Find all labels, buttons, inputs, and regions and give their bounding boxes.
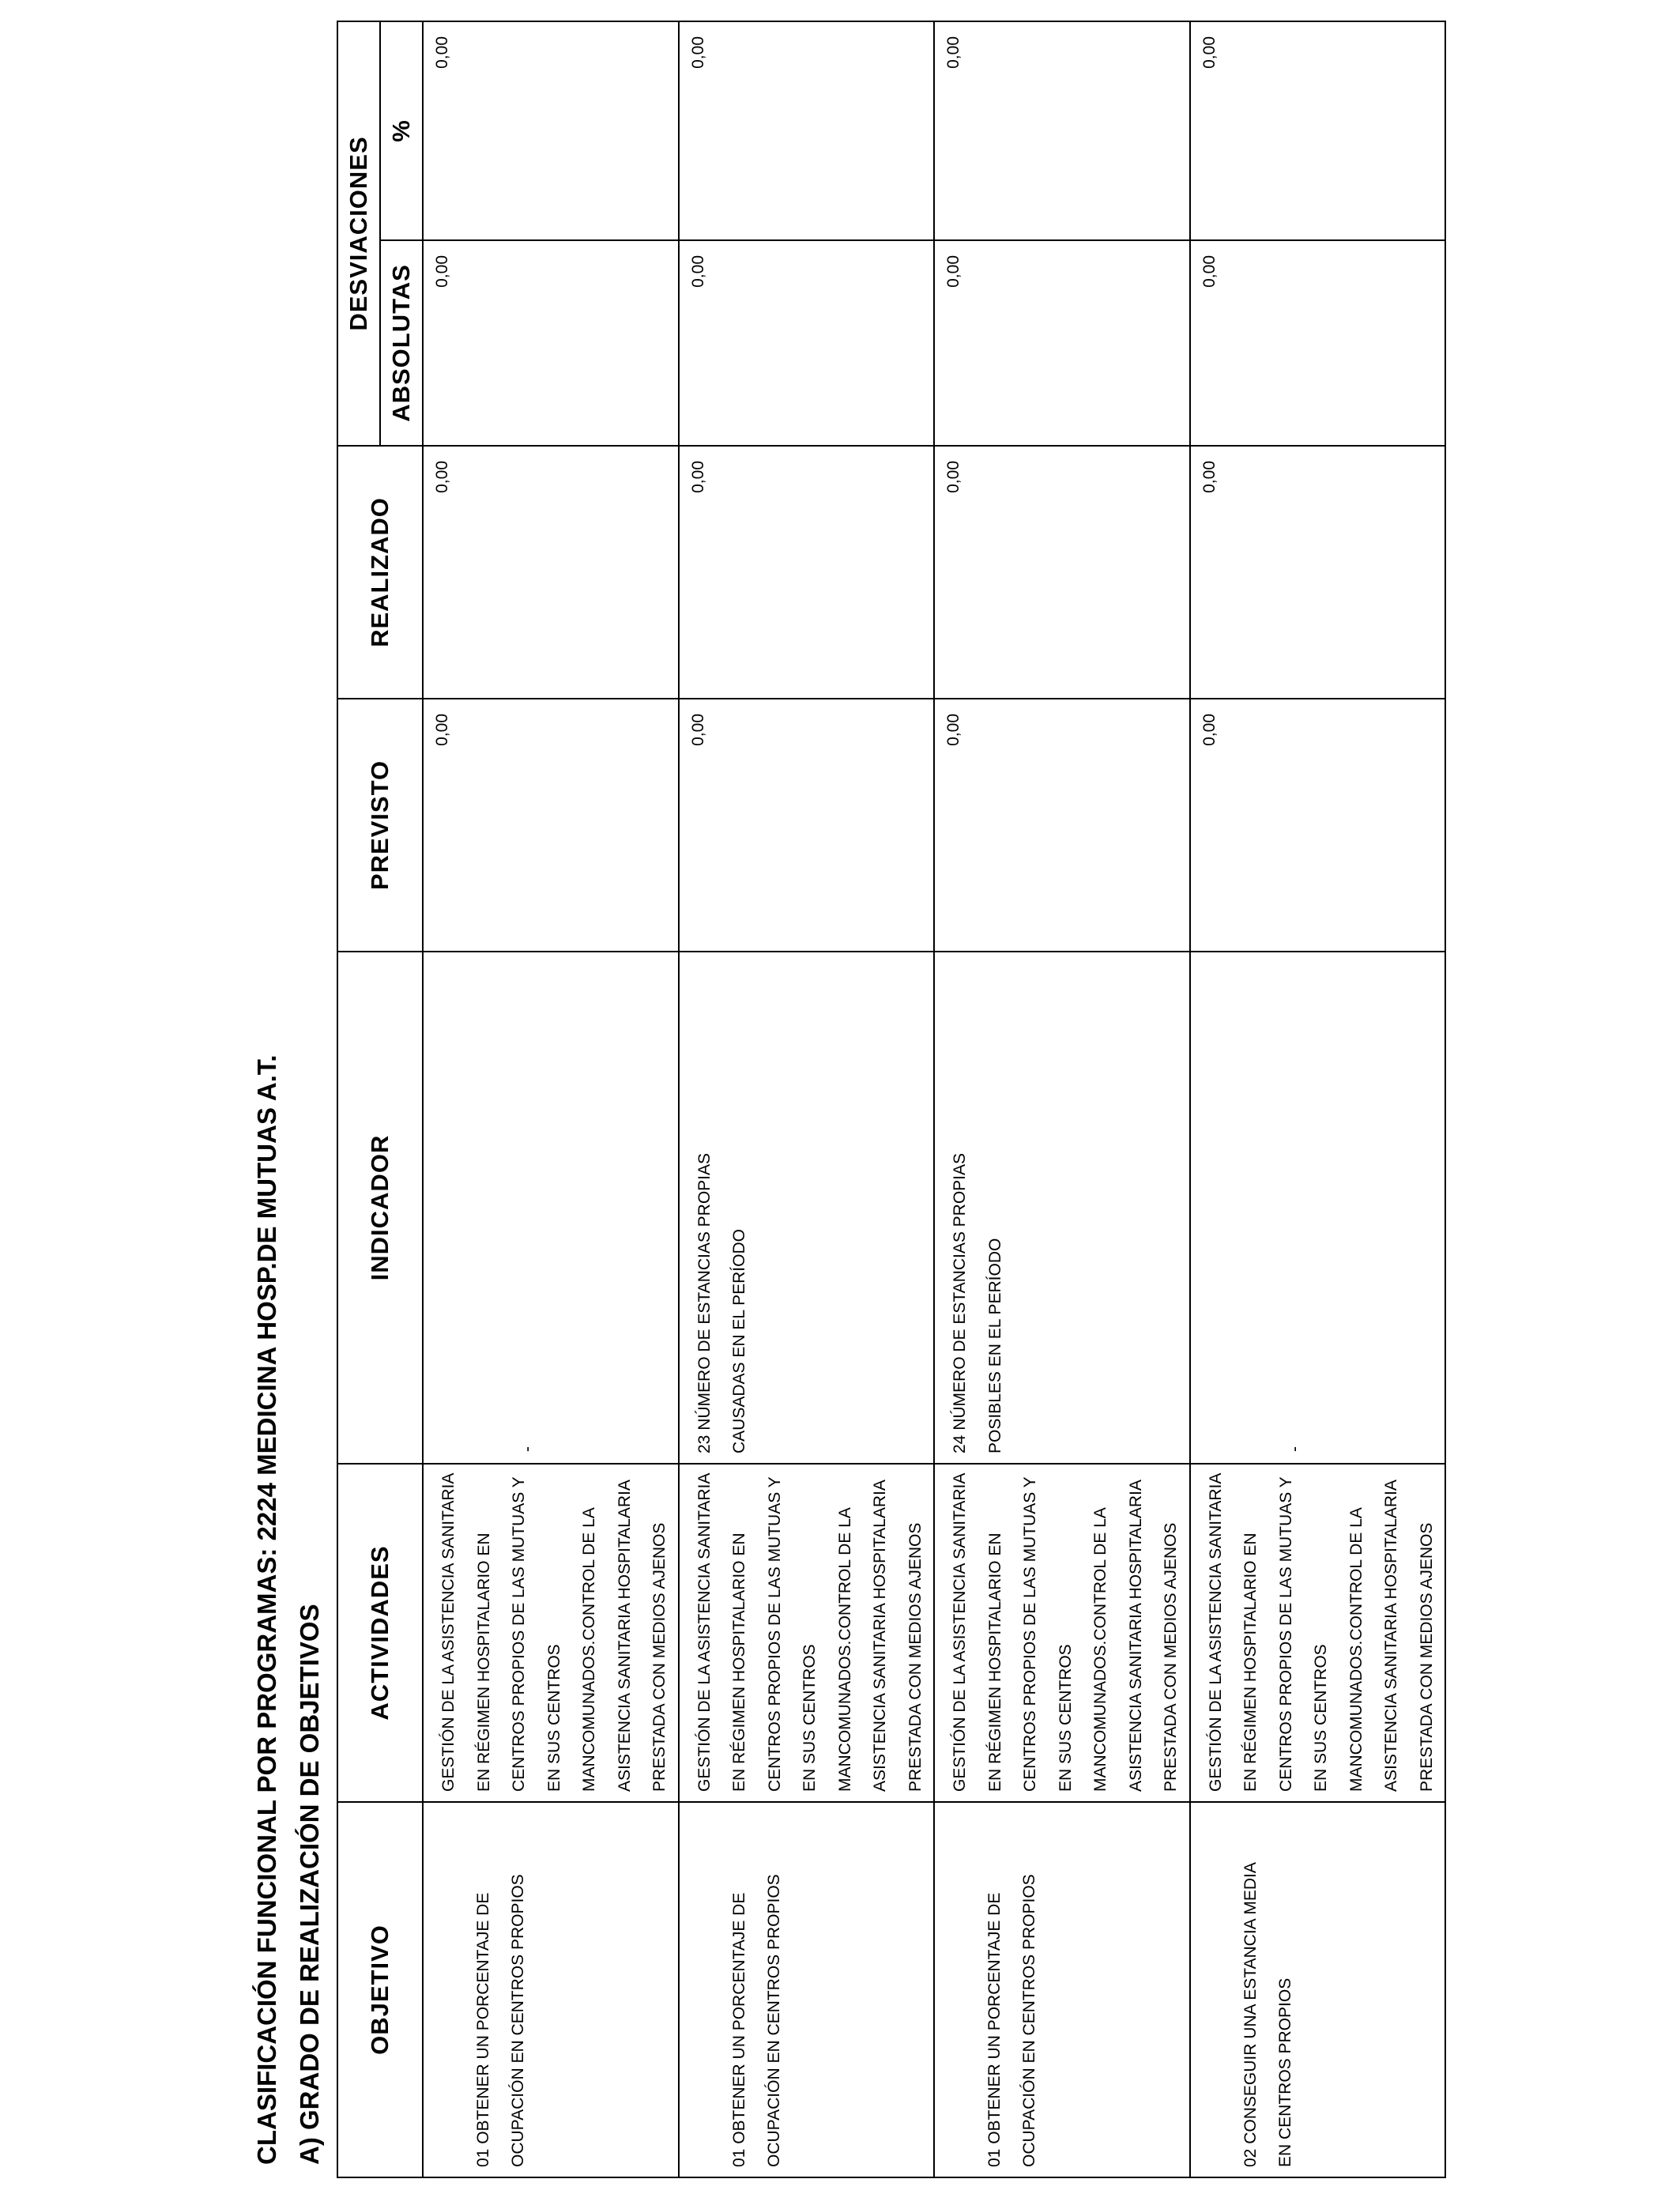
absolutas-cell bbox=[679, 240, 935, 446]
porcentaje-value: 0,00 bbox=[688, 36, 707, 69]
actividades-line: CENTROS PROPIOS DE LAS MUTUAS Y bbox=[1021, 1476, 1039, 1792]
previsto-cell bbox=[679, 699, 935, 952]
header-porcentaje: % bbox=[380, 21, 423, 240]
realizado-value: 0,00 bbox=[1200, 461, 1219, 493]
actividades-line: EN RÉGIMEN HOSPITALARIO EN bbox=[985, 1532, 1004, 1792]
absolutas-cell bbox=[423, 240, 679, 446]
objetivo-line: EN CENTROS PROPIOS bbox=[1275, 1977, 1294, 2167]
objetivo-line: 01 OBTENER UN PORCENTAJE DE bbox=[474, 1892, 492, 2167]
realizado-cell bbox=[934, 446, 1190, 699]
objetivo-cell bbox=[423, 1802, 679, 2177]
table-row bbox=[934, 21, 1190, 2177]
absolutas-cell bbox=[1190, 240, 1446, 446]
actividades-line: MANCOMUNADOS.CONTROL DE LA bbox=[1091, 1507, 1109, 1792]
actividades-line: EN SUS CENTROS bbox=[1056, 1644, 1075, 1792]
indicador-line: 23 NÚMERO DE ESTANCIAS PROPIAS bbox=[695, 1152, 714, 1453]
objetivo-cell bbox=[1190, 1802, 1446, 2177]
realizado-cell bbox=[679, 446, 935, 699]
header-actividades: ACTIVIDADES bbox=[337, 1464, 423, 1802]
objetivo-line: OCUPACIÓN EN CENTROS PROPIOS bbox=[764, 1874, 783, 2167]
actividades-line: ASISTENCIA SANITARIA HOSPITALARIA bbox=[871, 1480, 889, 1792]
actividades-line: PRESTADA CON MEDIOS AJENOS bbox=[1162, 1522, 1180, 1792]
actividades-line: CENTROS PROPIOS DE LAS MUTUAS Y bbox=[1276, 1476, 1295, 1792]
actividades-line: GESTIÓN DE LA ASISTENCIA SANITARIA bbox=[951, 1472, 969, 1792]
actividades-line: EN SUS CENTROS bbox=[800, 1644, 819, 1792]
actividades-line: PRESTADA CON MEDIOS AJENOS bbox=[906, 1522, 925, 1792]
actividades-line: MANCOMUNADOS.CONTROL DE LA bbox=[580, 1507, 598, 1792]
porcentaje-value: 0,00 bbox=[433, 36, 451, 69]
previsto-value: 0,00 bbox=[688, 714, 707, 746]
header-previsto: PREVISTO bbox=[337, 699, 423, 952]
header-realizado: REALIZADO bbox=[337, 446, 423, 699]
objetivo-line: OCUPACIÓN EN CENTROS PROPIOS bbox=[1020, 1874, 1038, 2167]
actividades-line: ASISTENCIA SANITARIA HOSPITALARIA bbox=[1382, 1480, 1400, 1792]
absolutas-value: 0,00 bbox=[944, 255, 962, 288]
actividades-line: PRESTADA CON MEDIOS AJENOS bbox=[650, 1522, 669, 1792]
previsto-cell bbox=[1190, 699, 1446, 952]
indicador-line: POSIBLES EN EL PERÍODO bbox=[985, 1238, 1004, 1453]
table-row bbox=[423, 21, 679, 2177]
absolutas-value: 0,00 bbox=[688, 255, 707, 288]
porcentaje-value: 0,00 bbox=[1200, 36, 1219, 69]
objetivo-line: OCUPACIÓN EN CENTROS PROPIOS bbox=[509, 1874, 527, 2167]
header-objetivo: OBJETIVO bbox=[337, 1802, 423, 2177]
actividades-cell bbox=[423, 1464, 679, 1802]
table-body bbox=[423, 21, 1445, 2177]
actividades-line: CENTROS PROPIOS DE LAS MUTUAS Y bbox=[510, 1476, 528, 1792]
section-title: A) GRADO DE REALIZACIÓN DE OBJETIVOS bbox=[295, 1604, 324, 2165]
porcentaje-cell bbox=[679, 21, 935, 240]
objetivo-cell bbox=[679, 1802, 935, 2177]
realizado-value: 0,00 bbox=[688, 461, 707, 493]
actividades-line: GESTIÓN DE LA ASISTENCIA SANITARIA bbox=[439, 1472, 458, 1792]
header-indicador: INDICADOR bbox=[337, 952, 423, 1464]
actividades-line: PRESTADA CON MEDIOS AJENOS bbox=[1417, 1522, 1436, 1792]
objetivo-line: 01 OBTENER UN PORCENTAJE DE bbox=[729, 1892, 748, 2167]
realizado-value: 0,00 bbox=[433, 461, 451, 493]
page-title: CLASIFICACIÓN FUNCIONAL POR PROGRAMAS: 2224 MEDICINA HOSP.DE MUTUAS A.T. bbox=[252, 1054, 281, 2165]
realizado-cell bbox=[1190, 446, 1446, 699]
indicador-cell bbox=[423, 952, 679, 1464]
objectives-table bbox=[337, 21, 1446, 2178]
actividades-cell bbox=[1190, 1464, 1446, 1802]
porcentaje-value: 0,00 bbox=[944, 36, 962, 69]
realizado-cell bbox=[423, 446, 679, 699]
objetivo-line: 02 CONSEGUIR UNA ESTANCIA MEDIA bbox=[1241, 1862, 1260, 2167]
actividades-line: MANCOMUNADOS.CONTROL DE LA bbox=[835, 1507, 854, 1792]
actividades-line: EN SUS CENTROS bbox=[544, 1644, 563, 1792]
header-desviaciones: DESVIACIONES bbox=[337, 21, 380, 446]
actividades-line: EN RÉGIMEN HOSPITALARIO EN bbox=[1241, 1532, 1260, 1792]
indicador-dash: - bbox=[1285, 1446, 1304, 1452]
previsto-cell bbox=[423, 699, 679, 952]
actividades-line: EN RÉGIMEN HOSPITALARIO EN bbox=[730, 1532, 748, 1792]
indicador-line: 24 NÚMERO DE ESTANCIAS PROPIAS bbox=[951, 1152, 969, 1453]
actividades-cell bbox=[679, 1464, 935, 1802]
realizado-value: 0,00 bbox=[944, 461, 962, 493]
previsto-value: 0,00 bbox=[944, 714, 962, 746]
actividades-line: EN RÉGIMEN HOSPITALARIO EN bbox=[474, 1532, 493, 1792]
actividades-line: MANCOMUNADOS.CONTROL DE LA bbox=[1347, 1507, 1365, 1792]
actividades-line: EN SUS CENTROS bbox=[1312, 1644, 1330, 1792]
actividades-line: ASISTENCIA SANITARIA HOSPITALARIA bbox=[615, 1480, 634, 1792]
previsto-value: 0,00 bbox=[433, 714, 451, 746]
actividades-line: GESTIÓN DE LA ASISTENCIA SANITARIA bbox=[695, 1472, 714, 1792]
header-absolutas: ABSOLUTAS bbox=[380, 240, 423, 446]
table-row bbox=[1190, 21, 1446, 2177]
absolutas-value: 0,00 bbox=[1200, 255, 1219, 288]
objetivo-cell bbox=[934, 1802, 1190, 2177]
porcentaje-cell bbox=[1190, 21, 1446, 240]
previsto-cell bbox=[934, 699, 1190, 952]
indicador-cell bbox=[1190, 952, 1446, 1464]
porcentaje-cell bbox=[934, 21, 1190, 240]
actividades-line: ASISTENCIA SANITARIA HOSPITALARIA bbox=[1126, 1480, 1145, 1792]
absolutas-value: 0,00 bbox=[433, 255, 451, 288]
objetivo-line: 01 OBTENER UN PORCENTAJE DE bbox=[985, 1892, 1004, 2167]
indicador-cell bbox=[679, 952, 935, 1464]
previsto-value: 0,00 bbox=[1200, 714, 1219, 746]
porcentaje-cell bbox=[423, 21, 679, 240]
indicador-line: CAUSADAS EN EL PERÍODO bbox=[730, 1229, 748, 1453]
absolutas-cell bbox=[934, 240, 1190, 446]
actividades-cell bbox=[934, 1464, 1190, 1802]
indicador-dash: - bbox=[518, 1446, 537, 1452]
actividades-line: CENTROS PROPIOS DE LAS MUTUAS Y bbox=[765, 1476, 784, 1792]
table-row bbox=[679, 21, 935, 2177]
actividades-line: GESTIÓN DE LA ASISTENCIA SANITARIA bbox=[1206, 1472, 1225, 1792]
indicador-cell bbox=[934, 952, 1190, 1464]
